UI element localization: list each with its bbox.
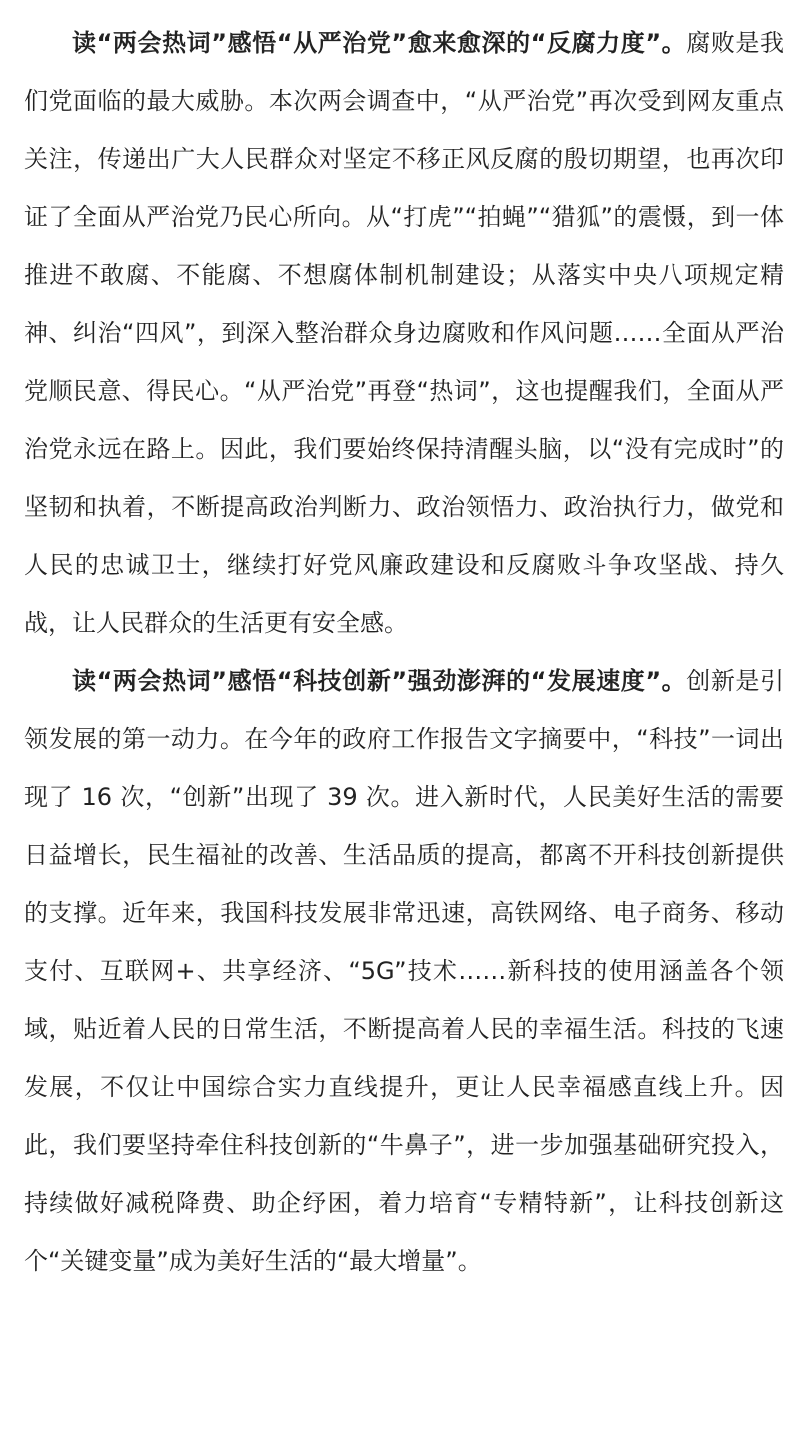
paragraph-anti-corruption — [24, 14, 784, 652]
paragraph-lead: 读“两会热词”感悟“科技创新”强劲澎湃的“发展速度”。 — [72, 667, 687, 695]
document-page — [24, 14, 784, 1290]
paragraph-body: 腐败是我们党面临的最大威胁。本次两会调查中，“从严治党”再次受到网友重点关注，传递出广大人民群众对坚定不移正风反腐的殷切期望，也再次印证了全面从严治党乃民心所向。从“打虎”“拍蝇”“猎狐”的震慑，到一体推进不敢腐、不能腐、不想腐体制机制建设；从落实中央八项规定精神、纠治“四风”，到深入整治群众身边腐败和作风问题……全面从严治党顺民意、得民心。“从严治党”再登“热词”，这也提醒我们，全面从严治党永远在路上。因此，我们要始终保持清醒头脑，以“没有完成时”的坚韧和执着，不断提高政治判断力、政治领悟力、政治执行力，做党和人民的忠诚卫士，继续打好党风廉政建设和反腐败斗争攻坚战、持久战，让人民群众的生活更有安全感。 — [24, 29, 785, 637]
paragraph-tech-innovation — [24, 652, 784, 1290]
paragraph-body: 创新是引领发展的第一动力。在今年的政府工作报告文字摘要中，“科技”一词出现了 16 次，“创新”出现了 39 次。进入新时代，人民美好生活的需要日益增长，民生福祉的改善、生活品质的提高，都离不开科技创新提供的支撑。近年来，我国科技发展非常迅速，高铁网络、电子商务、移动支付、互联网+、共享经济、“5G”技术……新科技的使用涵盖各个领域，贴近着人民的日常生活，不断提高着人民的幸福生活。科技的飞速发展，不仅让中国综合实力直线提升，更让人民幸福感直线上升。因此，我们要坚持牵住科技创新的“牛鼻子”，进一步加强基础研究投入，持续做好减税降费、助企纾困，着力培育“专精特新”，让科技创新这个“关键变量”成为美好生活的“最大增量”。 — [24, 667, 785, 1275]
paragraph-lead: 读“两会热词”感悟“从严治党”愈来愈深的“反腐力度”。 — [72, 29, 687, 57]
